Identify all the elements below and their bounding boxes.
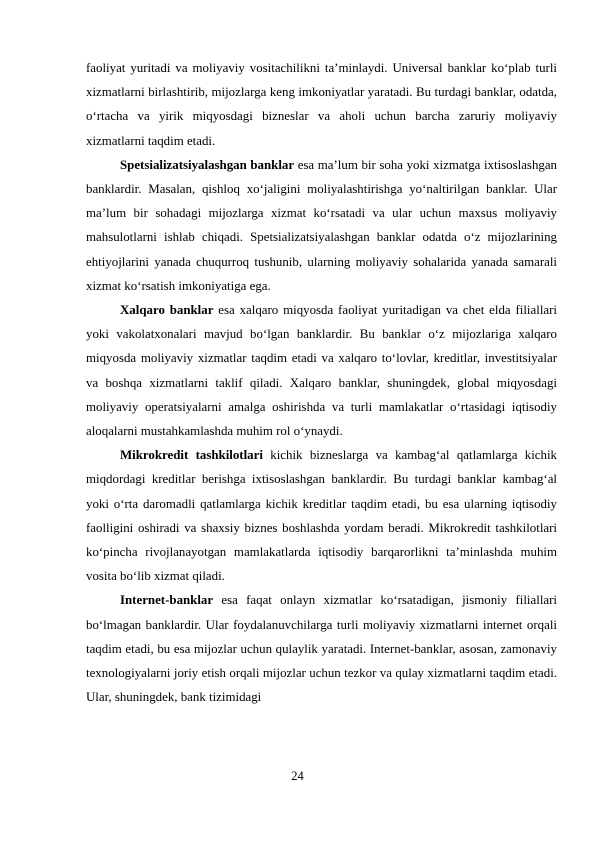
paragraph-text: esa xalqaro miqyosda faoliyat yuritadigan va chet elda filiallari yoki vakolatxonalari mavjud bo‘lgan banklardir. Bu banklar o‘z mijozlariga xalqaro miqyosda moliyaviy xizmatlar taqdim etadi va xalqaro to‘lovlar, kreditlar, investitsiyalar va boshqa xizmatlarni taklif qiladi. Xalqaro banklar, shuningdek, global miqyosdagi moliyaviy operatsiyalarni amalga oshirishda va turli mamlakatlar o‘rtasidagi iqtisodiy aloqalarni mustahkamlashda muhim rol o‘ynaydi. [86,303,557,439]
paragraph-specialized-banks [86,153,557,298]
paragraph-text: kichik bizneslarga va kambag‘al qatlamlarga kichik miqdordagi kreditlar berishga ixtisoslashgan banklardir. Bu turdagi banklar kambag‘al yoki o‘rta daromadli qatlamlarga kichik kreditlar taqdim etadi, bu esa ularning iqtisodiy faolligini oshiradi va shaxsiy biznes boshlashda yordam beradi. Mikrokredit tashkilotlari ko‘pincha rivojlanayotgan mamlakatlarda iqtisodiy barqarorlikni ta’minlashda muhim vosita bo‘lib xizmat qiladi. [86,448,557,584]
paragraph-text: esa faqat onlayn xizmatlar ko‘rsatadigan, jismoniy filiallari bo‘lmagan banklardir. Ular foydalanuvchilarga turli moliyaviy xizmatlarni internet orqali taqdim etadi, bu esa mijozlar uchun qulaylik yaratadi. Internet-banklar, asosan, zamonaviy texnologiyalarni joriy etish orqali mijozlar uchun tezkor va qulay xizmatlarni taqdim etadi. Ular, shuningdek, bank tizimidagi [86,593,557,705]
paragraph-universal-banks-continued [86,56,557,153]
body-text [86,56,557,709]
paragraph-text: esa ma’lum bir soha yoki xizmatga ixtisoslashgan banklardir. Masalan, qishloq xo‘jaligini moliyalashtirishga yo‘naltirilgan banklar. Ular ma’lum bir sohadagi mijozlarga xizmat ko‘rsatadi va ular uchun maxsus moliyaviy mahsulotlarni ishlab chiqadi. Spetsializatsiyalashgan banklar odatda o‘z mijozlarining ehtiyojlarini yanada chuqurroq tushunib, ularning moliyaviy sohalarida yanada samarali xizmat ko‘rsatish imkoniyatiga ega. [86,157,557,293]
term-specialized-banks: Spetsializatsiyalashgan banklar [120,157,295,172]
paragraph-text: faoliyat yuritadi va moliyaviy vositachilikni ta’minlaydi. Universal banklar ko‘plab turli xizmatlarni birlashtirib, mijozlarga keng imkoniyatlar yaratadi. Bu turdagi banklar, odatda, o‘rtacha va yirik miqyosdagi bizneslar va aholi uchun barcha zaruriy moliyaviy xizmatlarni taqdim etadi. [86,61,557,148]
page-number: 24 [291,769,304,783]
term-internet-banks: Internet-banklar [120,593,214,608]
paragraph-internet-banks [86,588,557,709]
paragraph-international-banks [86,298,557,443]
paragraph-microcredit-organizations [86,443,557,588]
term-international-banks: Xalqaro banklar [120,303,214,318]
term-microcredit-organizations: Mikrokredit tashkilotlari [120,448,263,463]
